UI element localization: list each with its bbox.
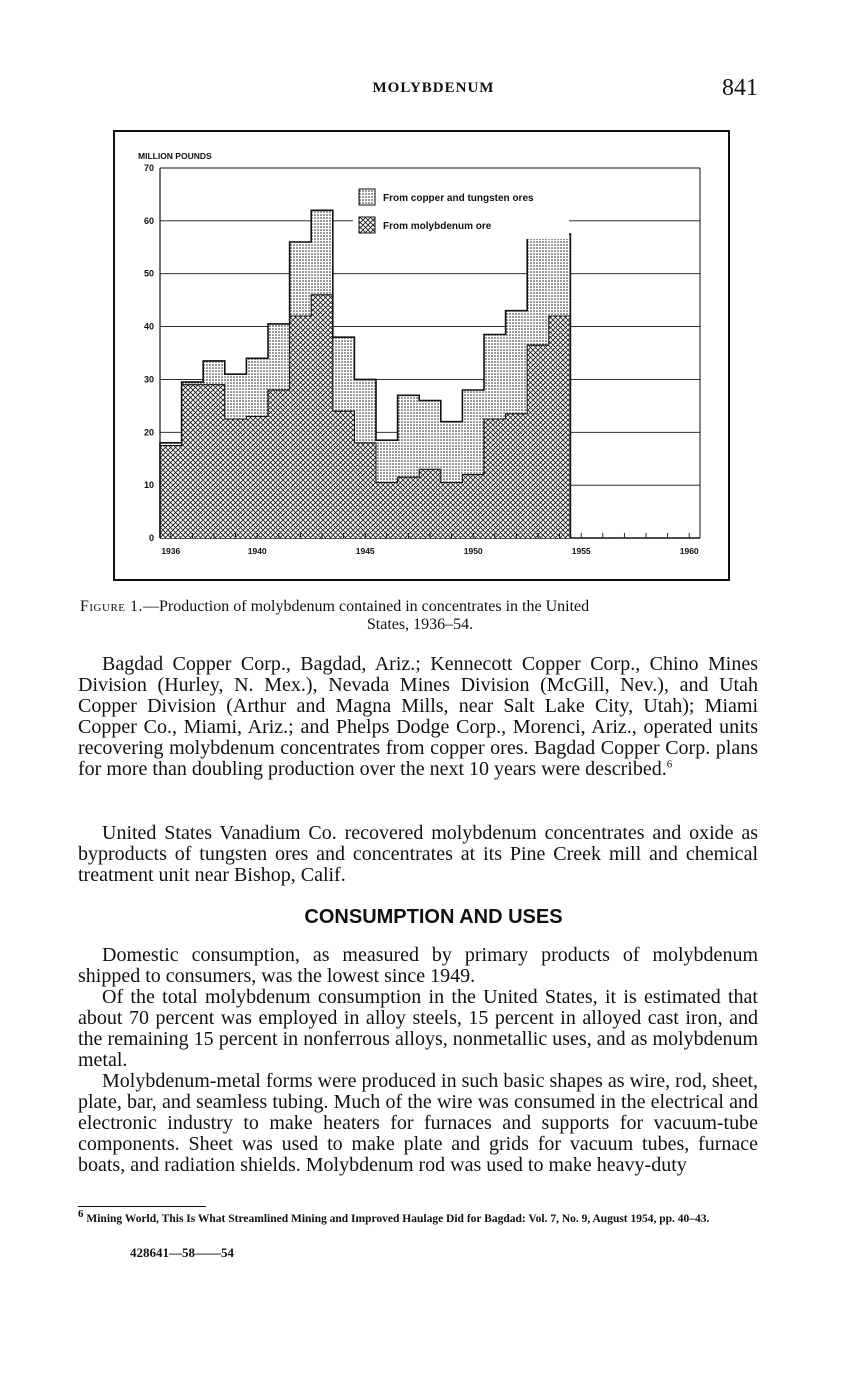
bar-molybdenum-ore-1945 [354, 443, 376, 538]
bar-molybdenum-ore-1953 [527, 345, 549, 538]
bar-copper-tungsten-1949 [441, 422, 463, 483]
print-code: 428641—58——54 [130, 1245, 234, 1260]
bar-copper-tungsten-1954 [549, 234, 571, 316]
y-tick-label: 0 [148, 533, 154, 543]
footnote-divider [78, 1206, 206, 1207]
bar-copper-tungsten-1944 [333, 337, 355, 411]
x-tick-label: 1940 [247, 546, 267, 556]
caption-line-2: States, 1936–54. [366, 616, 474, 633]
bar-copper-tungsten-1951 [484, 335, 506, 420]
bar-molybdenum-ore-1952 [506, 414, 528, 538]
legend-swatch-copper-tungsten [359, 189, 375, 205]
caption-line-1: —Production of molybdenum contained in concentrates in the United [143, 598, 590, 615]
consumption-paragraphs [78, 945, 758, 1176]
footnote [78, 1208, 758, 1226]
figure-caption [80, 598, 760, 634]
bar-copper-tungsten-1945 [354, 379, 376, 442]
bar-molybdenum-ore-1940 [246, 416, 268, 538]
page-number: 841 [722, 75, 758, 101]
legend-label-copper-tungsten: From copper and tungsten ores [383, 193, 534, 204]
bar-copper-tungsten-1942 [290, 242, 312, 316]
bar-molybdenum-ore-1949 [441, 483, 463, 539]
y-tick-label: 20 [143, 427, 154, 438]
bar-molybdenum-ore-1936 [160, 446, 182, 539]
section-heading: CONSUMPTION AND USES [304, 906, 563, 928]
bar-copper-tungsten-1939 [225, 374, 247, 419]
y-tick-label: 60 [143, 215, 154, 226]
bar-copper-tungsten-1950 [462, 390, 484, 475]
paragraph-vanadium [78, 823, 758, 886]
running-head: MOLYBDENUM [372, 80, 495, 96]
figure-label: Figure 1. [80, 598, 144, 615]
paragraph-2-text: United States Vanadium Co. recovered molybdenum concentrates and oxide as byproducts of tungsten ores and concentrates at its Pine Creek mill and chemical treatment unit near Bishop, Calif. [78, 822, 758, 886]
bar-molybdenum-ore-1939 [225, 419, 247, 538]
paragraph-1-text: Bagdad Copper Corp., Bagdad, Ariz.; Kennecott Copper Corp., Chino Mines Division (Hurley, N. Mex.), Nevada Mines Division (McGill, Nev.), and Utah Copper Division (Arthur and Magna Mills, near Salt Lake City, Utah); Miami Copper Co., Miami, Ariz.; and Phelps Dodge Corp., Morenci, Ariz., operated units recovering molybdenum concentrates from copper ores. Bagdad Copper Corp. plans for more than doubling production over the next 10 years were described. [78, 653, 758, 780]
y-axis-title: MILLION POUNDS [138, 151, 212, 161]
bar-molybdenum-ore-1951 [484, 419, 506, 538]
bar-copper-tungsten-1946 [376, 440, 398, 482]
y-tick-label: 40 [143, 321, 154, 332]
production-chart [113, 130, 730, 581]
y-tick-label: 30 [143, 374, 154, 385]
bar-copper-tungsten-1941 [268, 324, 290, 390]
paragraph-producers [78, 654, 758, 780]
legend-label-molybdenum-ore: From molybdenum ore [383, 221, 492, 232]
bar-molybdenum-ore-1946 [376, 483, 398, 539]
bar-molybdenum-ore-1948 [419, 469, 441, 538]
bar-copper-tungsten-1952 [506, 311, 528, 414]
paragraph-3-text: Domestic consumption, as measured by primary products of molybdenum shipped to consumers, was the lowest since 1949. [78, 944, 758, 987]
bar-molybdenum-ore-1941 [268, 390, 290, 538]
footnote-reference: 6 [666, 758, 673, 771]
bar-molybdenum-ore-1942 [290, 316, 312, 538]
footnote-marker: 6 [78, 1208, 84, 1221]
bar-molybdenum-ore-1954 [549, 316, 571, 538]
paragraph-4-text: Of the total molybdenum consumption in the United States, it is estimated that about 70 percent was employed in alloy steels, 15 percent in alloyed cast iron, and the remaining 15 percent in nonferrous alloys, nonmetallic uses, and as molybdenum metal. [78, 986, 758, 1071]
bar-copper-tungsten-1940 [246, 358, 268, 416]
bar-molybdenum-ore-1943 [311, 295, 333, 538]
bar-copper-tungsten-1938 [203, 361, 225, 385]
bar-copper-tungsten-1943 [311, 210, 333, 295]
paragraph-5-text: Molybdenum-metal forms were produced in such basic shapes as wire, rod, sheet, plate, bar, and seamless tubing. Much of the wire was consumed in the electrical and electronic industry to make heaters for furnaces and supports for vacuum-tube components. Sheet was used to make plate and grids for vacuum tubes, furnace boats, and radiation shields. Molybdenum rod was used to make heavy-duty [78, 1070, 758, 1176]
x-tick-label: 1950 [463, 546, 483, 556]
footnote-text: Mining World, This Is What Streamlined Mining and Improved Haulage Did for Bagdad: Vol. 7, No. 9, August 1954, pp. 40–43. [86, 1213, 710, 1225]
x-tick-label: 1945 [355, 546, 375, 556]
bar-copper-tungsten-1948 [419, 401, 441, 470]
y-tick-label: 50 [143, 268, 154, 279]
bar-molybdenum-ore-1938 [203, 385, 225, 538]
x-tick-label: 1936 [161, 546, 181, 556]
bar-molybdenum-ore-1937 [182, 385, 204, 538]
bar-copper-tungsten-1953 [527, 237, 549, 345]
legend-swatch-molybdenum-ore [359, 217, 375, 233]
y-tick-label: 70 [143, 163, 154, 173]
x-tick-label: 1955 [571, 546, 591, 556]
bar-molybdenum-ore-1947 [398, 477, 420, 538]
bar-molybdenum-ore-1944 [333, 411, 355, 538]
bar-molybdenum-ore-1950 [462, 475, 484, 538]
bar-copper-tungsten-1947 [398, 395, 420, 477]
y-tick-label: 10 [143, 480, 154, 491]
x-tick-label: 1960 [679, 546, 699, 556]
